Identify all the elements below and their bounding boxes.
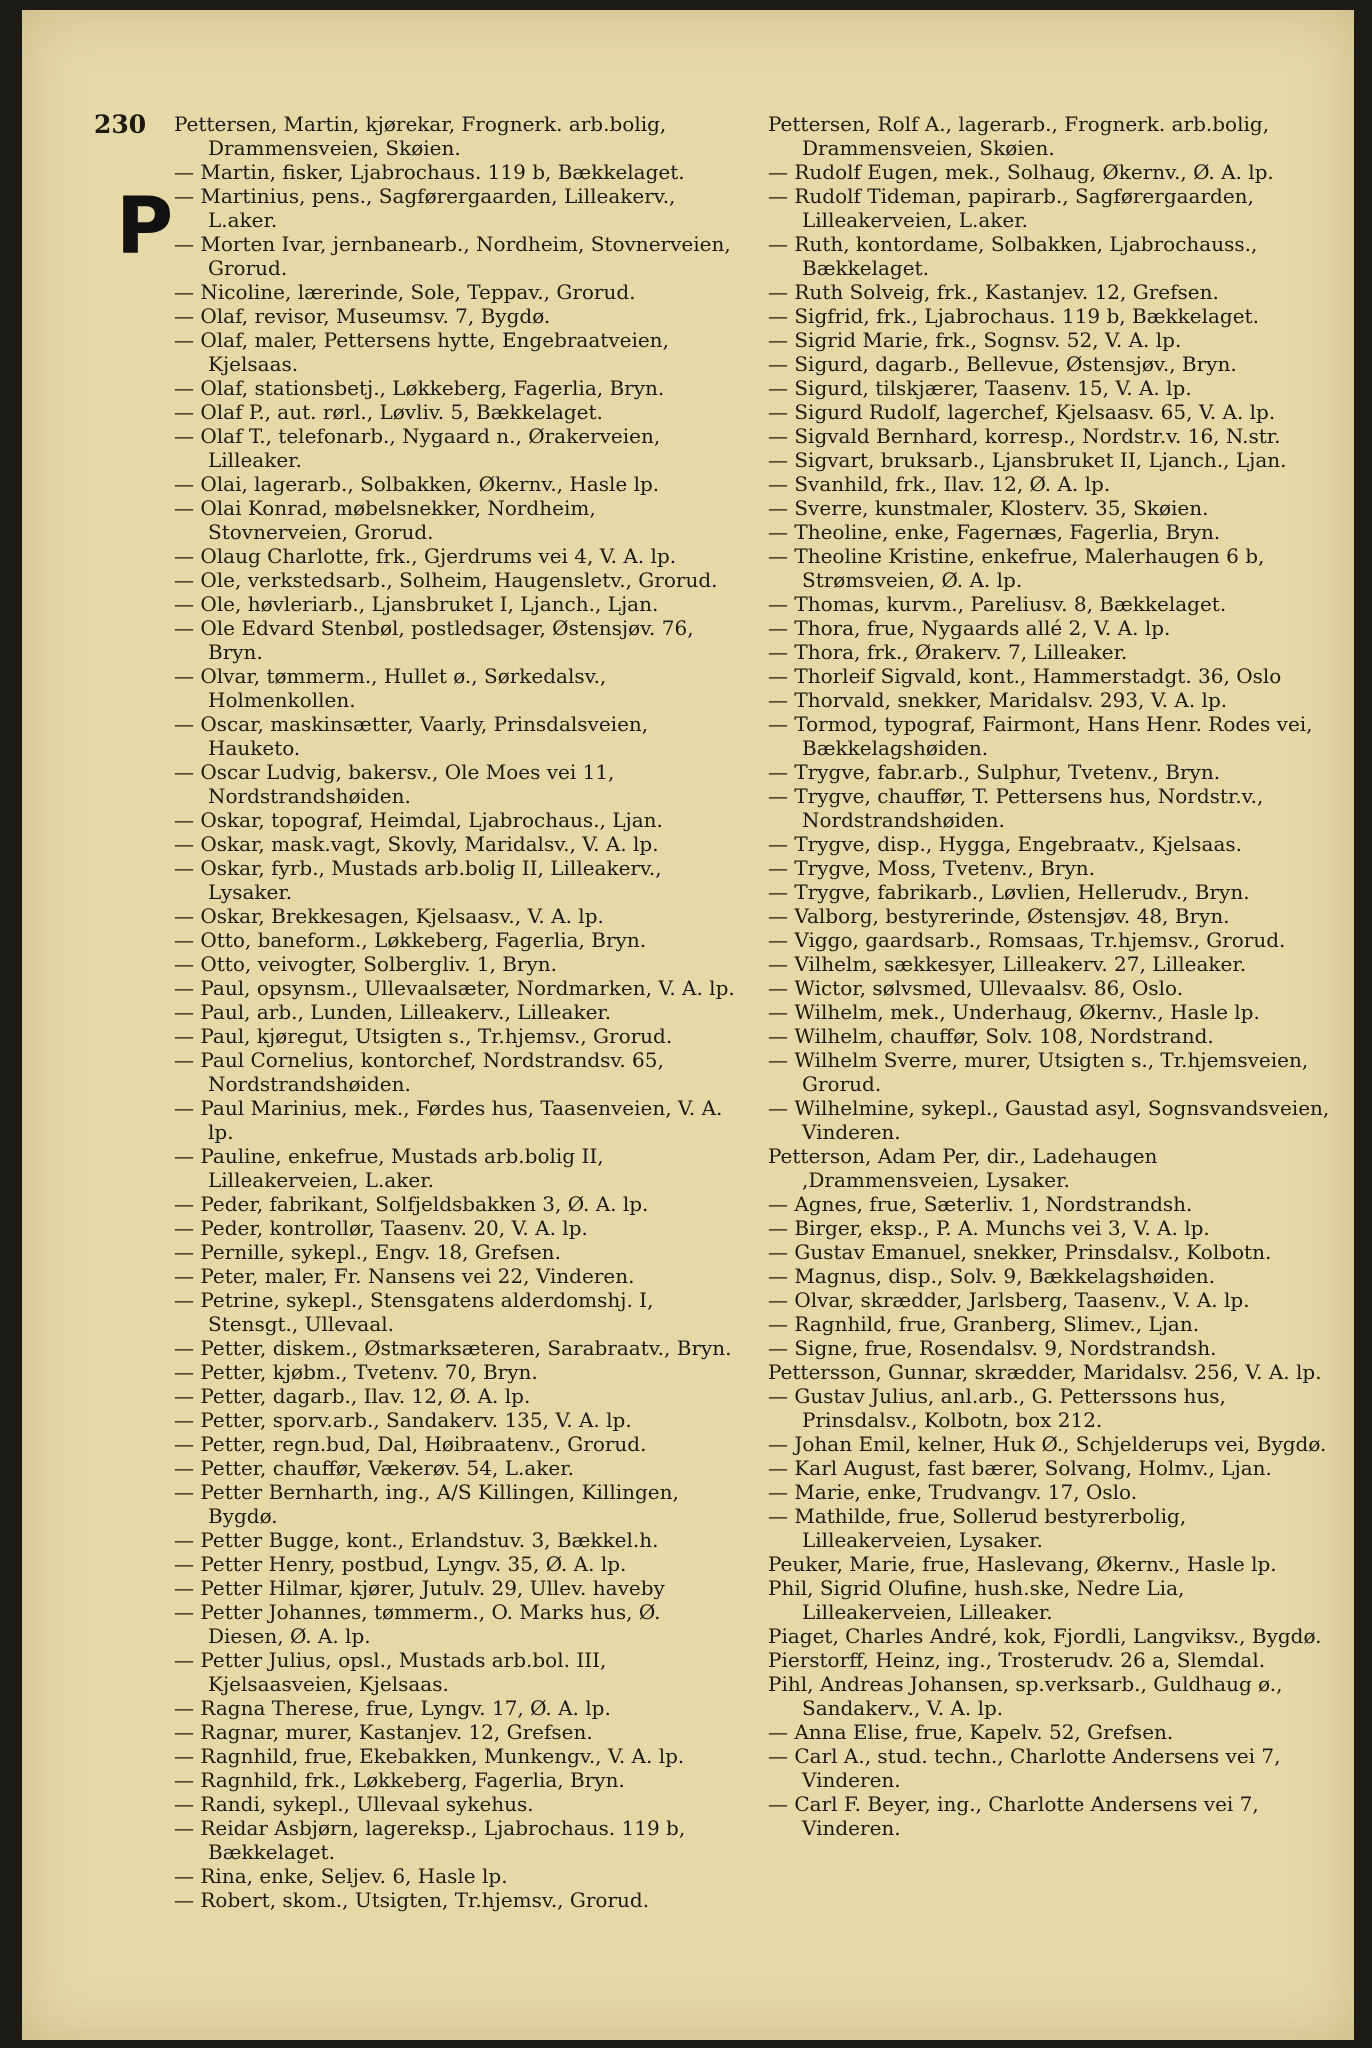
directory-entry: — Petter Henry, postbud, Lyngv. 35, Ø. A. lp. [174,1552,627,1576]
page-number: 230 [94,110,147,139]
directory-entry: — Petter Hilmar, kjører, Jutulv. 29, Ullev. haveby [174,1576,665,1600]
directory-entry: — Sigurd, dagarb., Bellevue, Østensjøv., Bryn. [768,352,1237,376]
directory-entry: — Ragnhild, frue, Granberg, Slimev., Ljan. [768,1312,1200,1336]
directory-entry: — Thomas, kurvm., Pareliusv. 8, Bækkelaget. [768,592,1227,616]
directory-entry: — Tormod, typograf, Fairmont, Hans Henr. Rodes vei, Bækkelagshøiden. [768,712,1313,760]
directory-entry: Peuker, Marie, frue, Haslevang, Økernv., Hasle lp. [768,1552,1277,1576]
directory-entry: — Petter Johannes, tømmerm., O. Marks hus, Ø. Diesen, Ø. A. lp. [174,1600,661,1648]
directory-entry: — Rudolf Tideman, papirarb., Sagførergaarden, Lilleakerveien, L.aker. [768,184,1254,232]
directory-entry: — Sverre, kunstmaler, Klosterv. 35, Skøien. [768,496,1209,520]
directory-entry: — Ole, høvleriarb., Ljansbruket I, Ljanch., Ljan. [174,592,659,616]
directory-entry: — Oscar Ludvig, bakersv., Ole Moes vei 11, Nordstrandshøiden. [174,760,615,808]
directory-entry: Pettersen, Martin, kjørekar, Frognerk. arb.bolig, Drammensveien, Skøien. [174,112,667,160]
section-letter: P [116,182,174,272]
directory-entry: — Marie, enke, Trudvangv. 17, Oslo. [768,1480,1138,1504]
directory-entry: — Olaug Charlotte, frk., Gjerdrums vei 4, V. A. lp. [174,544,677,568]
directory-entry: — Robert, skom., Utsigten, Tr.hjemsv., Grorud. [174,1888,650,1912]
directory-entry: Pettersson, Gunnar, skrædder, Maridalsv. 256, V. A. lp. [768,1360,1322,1384]
directory-entry: Petterson, Adam Per, dir., Ladehaugen ,Drammensveien, Lysaker. [768,1144,1158,1192]
directory-entry: — Gustav Emanuel, snekker, Prinsdalsv., Kolbotn. [768,1240,1272,1264]
directory-entry: — Nicoline, lærerinde, Sole, Teppav., Grorud. [174,280,636,304]
directory-entry: — Oskar, topograf, Heimdal, Ljabrochaus., Ljan. [174,808,663,832]
directory-entry: Phil, Sigrid Olufine, hush.ske, Nedre Lia, Lilleakerveien, Lilleaker. [768,1576,1185,1624]
directory-entry: — Thora, frue, Nygaards allé 2, V. A. lp. [768,616,1171,640]
directory-entry: — Trygve, chauffør, T. Pettersens hus, Nordstr.v., Nordstrandshøiden. [768,784,1264,832]
directory-entry: — Wilhelmine, sykepl., Gaustad asyl, Sognsvandsveien, Vinderen. [768,1096,1330,1144]
directory-entry: — Peder, kontrollør, Taasenv. 20, V. A. lp. [174,1216,588,1240]
directory-entry: — Ruth, kontordame, Solbakken, Ljabrochauss., Bækkelaget. [768,232,1258,280]
directory-entry: — Morten Ivar, jernbanearb., Nordheim, Stovnerveien, Grorud. [174,232,731,280]
directory-entry: — Ragna Therese, frue, Lyngv. 17, Ø. A. lp. [174,1696,611,1720]
directory-entry: — Petter, dagarb., Ilav. 12, Ø. A. lp. [174,1384,531,1408]
directory-entry: — Olaf, maler, Pettersens hytte, Engebraatveien, Kjelsaas. [174,328,669,376]
directory-entry: Pihl, Andreas Johansen, sp.verksarb., Guldhaug ø., Sandakerv., V. A. lp. [768,1672,1283,1720]
directory-entry: — Gustav Julius, anl.arb., G. Petterssons hus, Prinsdalsv., Kolbotn, box 212. [768,1384,1226,1432]
directory-page [22,10,1354,2040]
directory-entry: — Sigvald Bernhard, korresp., Nordstr.v. 16, N.str. [768,424,1281,448]
directory-entry: — Sigfrid, frk., Ljabrochaus. 119 b, Bækkelaget. [768,304,1259,328]
directory-entry: — Ruth Solveig, frk., Kastanjev. 12, Grefsen. [768,280,1219,304]
directory-entry: — Randi, sykepl., Ullevaal sykehus. [174,1792,534,1816]
directory-entry: — Agnes, frue, Sæterliv. 1, Nordstrandsh. [768,1192,1193,1216]
directory-entry: — Thorleif Sigvald, kont., Hammerstadgt. 36, Oslo [768,664,1282,688]
directory-entry: — Carl A., stud. techn., Charlotte Andersens vei 7, Vinderen. [768,1744,1281,1792]
directory-entry: — Petter, sporv.arb., Sandakerv. 135, V. A. lp. [174,1408,632,1432]
directory-entry: — Rudolf Eugen, mek., Solhaug, Økernv., Ø. A. lp. [768,160,1274,184]
directory-entry: — Ragnar, murer, Kastanjev. 12, Grefsen. [174,1720,593,1744]
directory-entry: — Sigurd Rudolf, lagerchef, Kjelsaasv. 65, V. A. lp. [768,400,1276,424]
directory-entry: — Petter Bugge, kont., Erlandstuv. 3, Bækkel.h. [174,1528,659,1552]
directory-entry: — Olvar, skrædder, Jarlsberg, Taasenv., V. A. lp. [768,1288,1250,1312]
directory-entry: Piaget, Charles André, kok, Fjordli, Langviksv., Bygdø. [768,1624,1322,1648]
right-column [768,112,1334,1840]
directory-entry: — Petter, diskem., Østmarksæteren, Sarabraatv., Bryn. [174,1336,732,1360]
directory-entry: — Anna Elise, frue, Kapelv. 52, Grefsen. [768,1720,1174,1744]
directory-entry: — Ragnhild, frk., Løkkeberg, Fagerlia, Bryn. [174,1768,625,1792]
directory-entry: — Sigvart, bruksarb., Ljansbruket II, Ljanch., Ljan. [768,448,1287,472]
directory-entry: — Otto, veivogter, Solbergliv. 1, Bryn. [174,952,558,976]
directory-entry: — Otto, baneform., Løkkeberg, Fagerlia, Bryn. [174,928,647,952]
directory-entry: — Pernille, sykepl., Engv. 18, Grefsen. [174,1240,561,1264]
directory-entry: — Petter Bernharth, ing., A/S Killingen, Killingen, Bygdø. [174,1480,679,1528]
directory-entry: — Oscar, maskinsætter, Vaarly, Prinsdalsveien, Hauketo. [174,712,649,760]
directory-entry: — Reidar Asbjørn, lagereksp., Ljabrochaus. 119 b, Bækkelaget. [174,1816,686,1864]
directory-entry: — Olai Konrad, møbelsnekker, Nordheim, Stovnerveien, Grorud. [174,496,596,544]
directory-entry: — Rina, enke, Seljev. 6, Hasle lp. [174,1864,508,1888]
directory-entry: — Birger, eksp., P. A. Munchs vei 3, V. A. lp. [768,1216,1210,1240]
directory-entry: — Sigurd, tilskjærer, Taasenv. 15, V. A. lp. [768,376,1192,400]
directory-entry: — Martinius, pens., Sagførergaarden, Lilleakerv., L.aker. [174,184,676,232]
directory-entry: — Petter, chauffør, Vækerøv. 54, L.aker. [174,1456,574,1480]
directory-entry: — Trygve, fabr.arb., Sulphur, Tvetenv., Bryn. [768,760,1221,784]
directory-entry: — Trygve, disp., Hygga, Engebraatv., Kjelsaas. [768,832,1243,856]
directory-entry: — Wilhelm, chauffør, Solv. 108, Nordstrand. [768,1024,1214,1048]
directory-entry: — Johan Emil, kelner, Huk Ø., Schjelderups vei, Bygdø. [768,1432,1327,1456]
directory-entry: — Paul, opsynsm., Ullevaalsæter, Nordmarken, V. A. lp. [174,976,735,1000]
directory-entry: — Magnus, disp., Solv. 9, Bækkelagshøiden. [768,1264,1216,1288]
directory-entry: — Paul, kjøregut, Utsigten s., Tr.hjemsv., Grorud. [174,1024,673,1048]
directory-entry: — Wilhelm, mek., Underhaug, Økernv., Hasle lp. [768,1000,1260,1024]
directory-entry: — Oskar, Brekkesagen, Kjelsaasv., V. A. lp. [174,904,604,928]
directory-entry: — Peder, fabrikant, Solfjeldsbakken 3, Ø. A. lp. [174,1192,649,1216]
directory-entry: — Olaf, revisor, Museumsv. 7, Bygdø. [174,304,551,328]
directory-entry: — Thora, frk., Ørakerv. 7, Lilleaker. [768,640,1128,664]
directory-entry: — Viggo, gaardsarb., Romsaas, Tr.hjemsv., Grorud. [768,928,1286,952]
directory-entry: — Olaf P., aut. rørl., Løvliv. 5, Bækkelaget. [174,400,603,424]
directory-entry: — Ole, verkstedsarb., Solheim, Haugensletv., Grorud. [174,568,718,592]
directory-entry: Pierstorff, Heinz, ing., Trosterudv. 26 a, Slemdal. [768,1648,1266,1672]
directory-entry: — Theoline, enke, Fagernæs, Fagerlia, Bryn. [768,520,1221,544]
directory-entry: — Ole Edvard Stenbøl, postledsager, Østensjøv. 76, Bryn. [174,616,694,664]
directory-entry: — Karl August, fast bærer, Solvang, Holmv., Ljan. [768,1456,1272,1480]
directory-entry: — Olaf T., telefonarb., Nygaard n., Ørakerveien, Lilleaker. [174,424,661,472]
directory-entry: — Olai, lagerarb., Solbakken, Økernv., Hasle lp. [174,472,660,496]
directory-entry: — Trygve, Moss, Tvetenv., Bryn. [768,856,1095,880]
directory-entry: — Martin, fisker, Ljabrochaus. 119 b, Bækkelaget. [174,160,685,184]
directory-entry: — Olaf, stationsbetj., Løkkeberg, Fagerlia, Bryn. [174,376,665,400]
directory-entry: — Petter Julius, opsl., Mustads arb.bol. III, Kjelsaasveien, Kjelsaas. [174,1648,607,1696]
directory-entry: — Oskar, fyrb., Mustads arb.bolig II, Lilleakerv., Lysaker. [174,856,662,904]
directory-entry: — Wictor, sølvsmed, Ullevaalsv. 86, Oslo. [768,976,1184,1000]
directory-entry: — Vilhelm, sækkesyer, Lilleakerv. 27, Lilleaker. [768,952,1247,976]
left-column [174,112,740,1912]
directory-entry: — Paul Marinius, mek., Førdes hus, Taasenveien, V. A. lp. [174,1096,723,1144]
directory-entry: — Paul Cornelius, kontorchef, Nordstrandsv. 65, Nordstrandshøiden. [174,1048,664,1096]
directory-entry: — Valborg, bestyrerinde, Østensjøv. 48, Bryn. [768,904,1230,928]
directory-entry: — Ragnhild, frue, Ekebakken, Munkengv., V. A. lp. [174,1744,685,1768]
directory-entry: — Oskar, mask.vagt, Skovly, Maridalsv., V. A. lp. [174,832,659,856]
directory-entry: — Petrine, sykepl., Stensgatens alderdomshj. I, Stensgt., Ullevaal. [174,1288,654,1336]
directory-entry: — Paul, arb., Lunden, Lilleakerv., Lilleaker. [174,1000,612,1024]
directory-entry: — Peter, maler, Fr. Nansens vei 22, Vinderen. [174,1264,635,1288]
directory-entry: — Sigrid Marie, frk., Sognsv. 52, V. A. lp. [768,328,1182,352]
directory-entry: — Svanhild, frk., Ilav. 12, Ø. A. lp. [768,472,1111,496]
directory-entry: — Theoline Kristine, enkefrue, Malerhaugen 6 b, Strømsveien, Ø. A. lp. [768,544,1265,592]
directory-entry: — Trygve, fabrikarb., Løvlien, Hellerudv., Bryn. [768,880,1250,904]
directory-entry: — Mathilde, frue, Sollerud bestyrerbolig, Lilleakerveien, Lysaker. [768,1504,1187,1552]
directory-entry: — Olvar, tømmerm., Hullet ø., Sørkedalsv., Holmenkollen. [174,664,607,712]
directory-entry: — Signe, frue, Rosendalsv. 9, Nordstrandsh. [768,1336,1217,1360]
directory-entry: — Carl F. Beyer, ing., Charlotte Andersens vei 7, Vinderen. [768,1792,1259,1840]
directory-entry: — Petter, regn.bud, Dal, Høibraatenv., Grorud. [174,1432,647,1456]
directory-entry: — Thorvald, snekker, Maridalsv. 293, V. A. lp. [768,688,1228,712]
directory-entry: — Wilhelm Sverre, murer, Utsigten s., Tr.hjemsveien, Grorud. [768,1048,1309,1096]
directory-entry: Pettersen, Rolf A., lagerarb., Frognerk. arb.bolig, Drammensveien, Skøien. [768,112,1270,160]
directory-entry: — Petter, kjøbm., Tvetenv. 70, Bryn. [174,1360,538,1384]
directory-entry: — Pauline, enkefrue, Mustads arb.bolig II, Lilleakerveien, L.aker. [174,1144,604,1192]
